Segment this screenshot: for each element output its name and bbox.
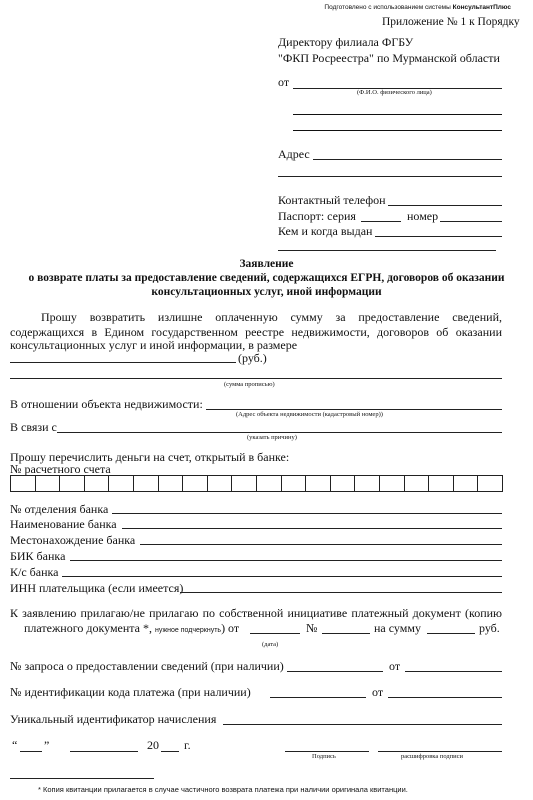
title-line3: консультационных услуг, иной информации xyxy=(151,286,382,298)
passport-series-field[interactable] xyxy=(361,221,401,222)
bank-name-field[interactable] xyxy=(122,528,502,529)
issued-label: Кем и когда выдан xyxy=(278,224,373,238)
month-field[interactable] xyxy=(70,751,138,752)
unique-id-label: Уникальный идентификатор начисления xyxy=(10,712,217,726)
reason-field[interactable] xyxy=(57,432,502,433)
account-digit-cell[interactable] xyxy=(36,476,61,491)
attach-sum-field[interactable] xyxy=(427,633,475,634)
account-label: № расчетного счета xyxy=(10,462,111,476)
account-digit-cell[interactable] xyxy=(60,476,85,491)
corr-account-label: К/с банка xyxy=(10,565,59,579)
appendix-label: Приложение № 1 к Порядку xyxy=(382,16,520,28)
object-hint: (Адрес объекта недвижимости (кадастровый номер)) xyxy=(236,411,383,418)
signature-field[interactable] xyxy=(285,751,369,752)
passport-number-field[interactable] xyxy=(440,221,502,222)
attach-line2: платежного документа *, нужное подчеркнуть) от xyxy=(24,621,240,635)
footnote-separator xyxy=(10,778,154,779)
reason-label: В связи с xyxy=(10,420,57,434)
para1-line3: консультационных услуг и иной информации, в размере xyxy=(10,338,298,352)
year-prefix: 20 xyxy=(147,738,159,752)
attach-rub-label: руб. xyxy=(479,621,500,635)
attach-no-label: № xyxy=(306,621,318,635)
corr-account-field[interactable] xyxy=(62,576,502,577)
title-line2: о возврате платы за предоставление сведений, содержащихся ЕГРН, договоров об оказании xyxy=(28,272,505,284)
date-close-quote: ” xyxy=(44,738,50,752)
transfer-label: Прошу перечислить деньги на счет, открытый в банке: xyxy=(10,450,290,464)
unique-id-field[interactable] xyxy=(223,724,502,725)
footnote: * Копия квитанции прилагается в случае частичного возврата платежа при наличии оригинала квитанции. xyxy=(38,785,408,794)
address-field[interactable] xyxy=(313,159,502,160)
inn-field[interactable] xyxy=(180,592,502,593)
fio-line-3[interactable] xyxy=(293,130,502,131)
attach-line1: К заявлению прилагаю/не прилагаю по собственной инициативе платежный документ (копию xyxy=(10,606,502,620)
from-label: от xyxy=(278,75,290,89)
account-digit-cell[interactable] xyxy=(232,476,257,491)
account-digit-cell[interactable] xyxy=(257,476,282,491)
addressee-line1: Директору филиала ФГБУ xyxy=(278,35,414,49)
issued-line-2[interactable] xyxy=(278,250,496,251)
payment-code-field[interactable] xyxy=(270,697,366,698)
account-digit-cell[interactable] xyxy=(11,476,36,491)
payment-date-field[interactable] xyxy=(388,697,502,698)
account-digit-cell[interactable] xyxy=(134,476,159,491)
address-label: Адрес xyxy=(278,147,310,161)
attach-number-field[interactable] xyxy=(322,633,370,634)
issued-field[interactable] xyxy=(375,236,502,237)
reason-hint: (указать причину) xyxy=(247,434,297,441)
inn-label: ИНН плательщика (если имеется) xyxy=(10,581,184,595)
rub-label: (руб.) xyxy=(238,351,267,365)
phone-label: Контактный телефон xyxy=(278,193,386,207)
year-suffix: г. xyxy=(184,738,191,752)
passport-series-label: Паспорт: серия xyxy=(278,209,356,223)
bank-location-label: Местонахождение банка xyxy=(10,533,136,547)
address-line-2[interactable] xyxy=(278,176,502,177)
para1-line1: Прошу возвратить излишне оплаченную сумму за предоставление сведений, xyxy=(41,310,502,324)
bank-branch-field[interactable] xyxy=(112,513,502,514)
account-number-grid[interactable] xyxy=(10,475,503,492)
prepared-note: Подготовлено с использованием системы КонсультантПлюс xyxy=(324,4,511,11)
account-digit-cell[interactable] xyxy=(405,476,430,491)
account-digit-cell[interactable] xyxy=(478,476,502,491)
account-digit-cell[interactable] xyxy=(454,476,479,491)
bank-branch-label: № отделения банка xyxy=(10,502,109,516)
date-open-quote: “ xyxy=(12,738,18,752)
account-digit-cell[interactable] xyxy=(355,476,380,491)
attach-date-field[interactable] xyxy=(250,633,300,634)
sum-hint: (сумма прописью) xyxy=(224,381,275,388)
request-ot-label: от xyxy=(389,659,401,673)
para1-line2: содержащихся в Едином государственном реестре недвижимости, договоров об оказании xyxy=(10,325,502,339)
account-digit-cell[interactable] xyxy=(429,476,454,491)
object-field[interactable] xyxy=(206,409,502,410)
fio-hint: (Ф.И.О. физического лица) xyxy=(357,89,432,96)
account-digit-cell[interactable] xyxy=(85,476,110,491)
request-no-label: № запроса о предоставлении сведений (при наличии) xyxy=(10,659,284,673)
account-digit-cell[interactable] xyxy=(380,476,405,491)
bank-name-label: Наименование банка xyxy=(10,517,117,531)
signature-hint: Подпись xyxy=(312,753,336,760)
sum-words-field[interactable] xyxy=(10,378,502,379)
attach-sum-label: на сумму xyxy=(374,621,421,635)
bank-location-field[interactable] xyxy=(140,544,502,545)
sum-digits-field[interactable] xyxy=(10,362,236,363)
decryption-hint: расшифровка подписи xyxy=(401,753,464,760)
object-label: В отношении объекта недвижимости: xyxy=(10,397,203,411)
account-digit-cell[interactable] xyxy=(183,476,208,491)
request-no-field[interactable] xyxy=(287,671,383,672)
account-digit-cell[interactable] xyxy=(282,476,307,491)
date-hint: (дата) xyxy=(262,641,279,648)
account-digit-cell[interactable] xyxy=(208,476,233,491)
payment-code-label: № идентификации кода платежа (при наличии) xyxy=(10,685,251,699)
fio-line-2[interactable] xyxy=(293,114,502,115)
account-digit-cell[interactable] xyxy=(306,476,331,491)
year-field[interactable] xyxy=(161,751,179,752)
request-date-field[interactable] xyxy=(405,671,502,672)
passport-number-label: номер xyxy=(407,209,439,223)
addressee-line2: "ФКП Росреестра" по Мурманской области xyxy=(278,51,500,65)
phone-field[interactable] xyxy=(388,205,502,206)
account-digit-cell[interactable] xyxy=(331,476,356,491)
account-digit-cell[interactable] xyxy=(159,476,184,491)
day-field[interactable] xyxy=(20,751,42,752)
decryption-field[interactable] xyxy=(378,751,502,752)
bik-label: БИК банка xyxy=(10,549,66,563)
title-line1: Заявление xyxy=(239,258,294,270)
payment-ot-label: от xyxy=(372,685,384,699)
bik-field[interactable] xyxy=(70,560,502,561)
account-digit-cell[interactable] xyxy=(109,476,134,491)
